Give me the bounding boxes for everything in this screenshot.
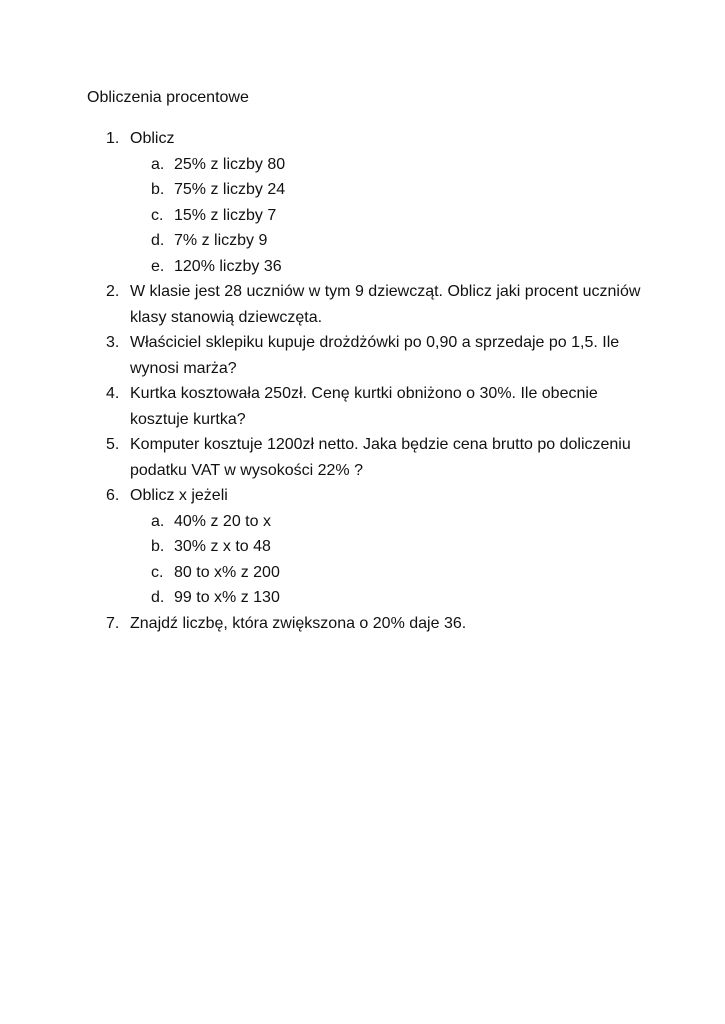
- exercise-item-6: [0, 483, 725, 509]
- exercise-number: 2.: [106, 283, 120, 300]
- subexercise-text: 15% z liczby 7: [174, 206, 277, 224]
- exercise-number: 4.: [106, 385, 120, 402]
- exercise-list: [0, 126, 725, 636]
- exercise-number: 7.: [106, 614, 120, 632]
- subexercise-text: 40% z 20 to x: [174, 512, 271, 530]
- subexercise-1a: [0, 152, 725, 178]
- exercise-text: Kurtka kosztowała 250zł. Cenę kurtki obniżono o 30%. Ile obecnie kosztuje kurtka?: [130, 385, 598, 428]
- exercise-number: 5.: [106, 436, 120, 453]
- subexercise-text: 120% liczby 36: [174, 257, 282, 275]
- subexercise-letter: e.: [151, 257, 165, 275]
- subexercise-1b: [0, 177, 725, 203]
- subexercise-1c: [0, 203, 725, 229]
- subexercise-1e: [0, 254, 725, 280]
- subexercise-letter: c.: [151, 206, 164, 224]
- subexercise-text: 30% z x to 48: [174, 538, 271, 555]
- subexercise-6b: [0, 534, 725, 560]
- subexercise-1d: [0, 228, 725, 254]
- exercise-text: Właściciel sklepiku kupuje drożdżówki po 0,90 a sprzedaje po 1,5. Ile wynosi marża?: [130, 334, 620, 377]
- subexercise-letter: a.: [151, 155, 165, 173]
- exercise-text: W klasie jest 28 uczniów w tym 9 dziewcząt. Oblicz jaki procent uczniów klasy stanowią dziewczęta.: [130, 283, 641, 326]
- exercise-item-2: [0, 279, 725, 330]
- exercise-number: 1.: [106, 130, 120, 147]
- subexercise-text: 75% z liczby 24: [174, 181, 286, 198]
- exercise-item-4: [0, 381, 725, 432]
- exercise-text: Oblicz x jeżeli: [130, 487, 228, 504]
- exercise-item-7: [0, 611, 725, 637]
- exercise-text: Komputer kosztuje 1200zł netto. Jaka będzie cena brutto po doliczeniu podatku VAT w wysokości 22% ?: [130, 436, 631, 479]
- exercise-text: Oblicz: [130, 130, 175, 147]
- subexercise-text: 80 to x% z 200: [174, 563, 280, 581]
- exercise-number: 6.: [106, 487, 120, 504]
- subexercise-6d: [0, 585, 725, 611]
- subexercise-6c: [0, 560, 725, 586]
- subexercise-letter: b.: [151, 181, 165, 198]
- subexercise-letter: c.: [151, 563, 164, 581]
- subexercise-6a: [0, 509, 725, 535]
- document-title: Obliczenia procentowe: [87, 89, 249, 106]
- subexercise-text: 99 to x% z 130: [174, 589, 280, 606]
- subexercise-letter: d.: [151, 589, 165, 606]
- exercise-item-1: [0, 126, 725, 152]
- subexercise-text: 25% z liczby 80: [174, 155, 286, 173]
- subexercise-letter: a.: [151, 512, 165, 530]
- subexercise-text: 7% z liczby 9: [174, 232, 268, 249]
- exercise-number: 3.: [106, 334, 120, 351]
- exercise-item-3: [0, 330, 725, 381]
- exercise-item-5: [0, 432, 725, 483]
- subexercise-letter: d.: [151, 232, 165, 249]
- subexercise-letter: b.: [151, 538, 165, 555]
- exercise-text: Znajdź liczbę, która zwiększona o 20% daje 36.: [130, 614, 467, 632]
